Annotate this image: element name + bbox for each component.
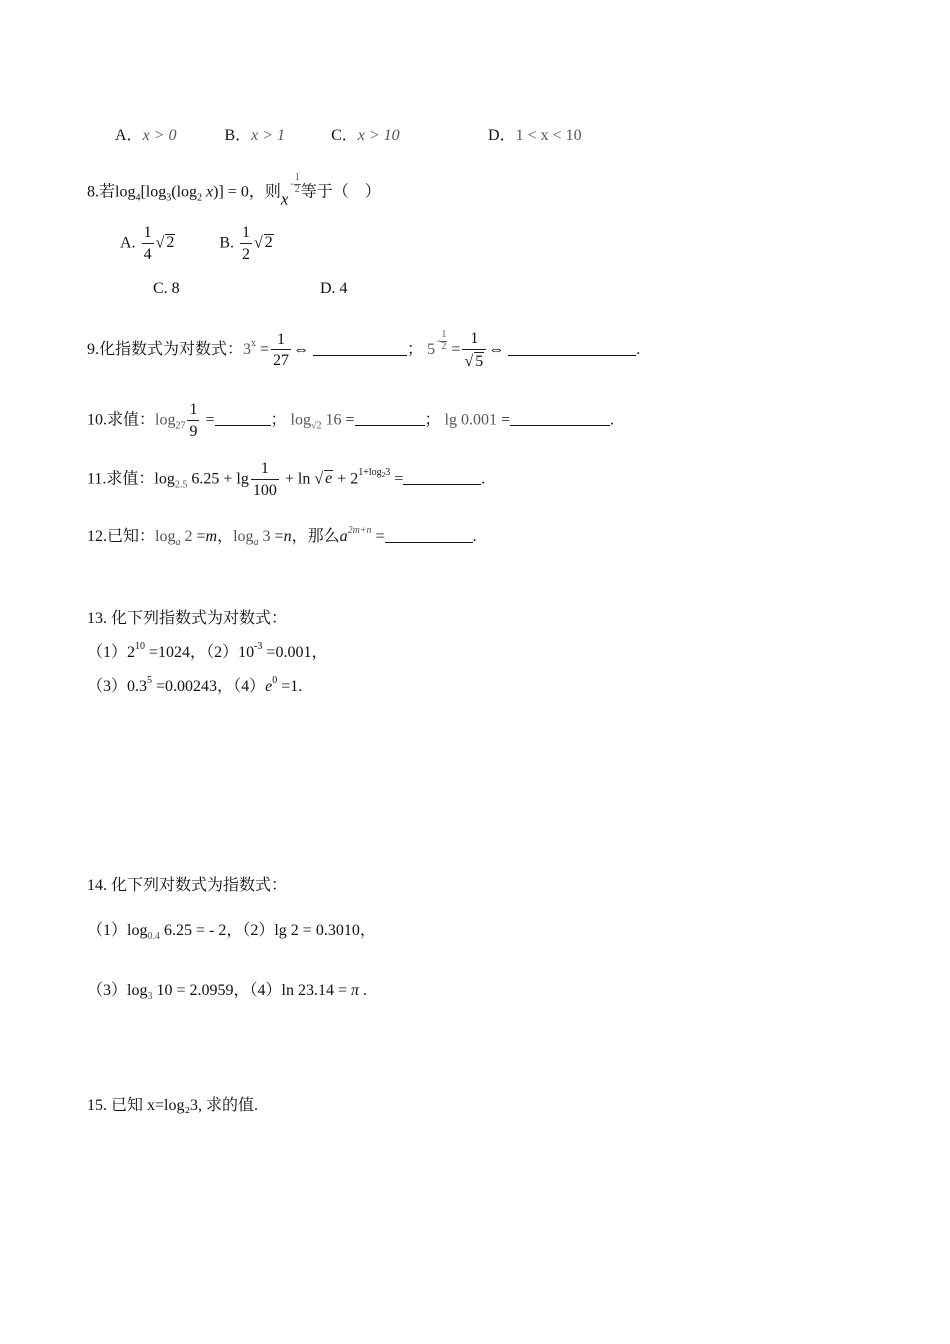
q11-blank[interactable] bbox=[403, 483, 481, 485]
q7-d: 1 < x < 10 bbox=[515, 127, 582, 144]
q10-number: 10.求值： bbox=[87, 411, 156, 429]
q13-line-1: $(1)2^{10} =1024$，$(2)10^{-3} =0.001$， bbox=[87, 641, 328, 661]
q11-number: 11.求值： bbox=[87, 470, 155, 488]
q13-line-2: $(3)0.3^5 =0.00243$，$(4)e^0 =1$. bbox=[87, 675, 303, 695]
q10-blank-2[interactable] bbox=[355, 424, 425, 426]
q14-title: 14. 化下列对数式为指数式： bbox=[87, 877, 288, 894]
q11-question: 11.求值：$\log_{2.5} 6.25 + \lg$ $\frac{1}{100}$ + ln √ $e + 2^{1+log_23}$ = . bbox=[87, 460, 486, 499]
q14-line-1: $(1)\log_{0.4}$ 6.25 = - 2，（2）lg 2 = 0.3010， bbox=[87, 922, 376, 942]
q8-tail: 等于（ ） bbox=[300, 183, 381, 201]
q7-c-label: C． bbox=[331, 127, 358, 144]
q9-blank-2[interactable] bbox=[508, 354, 636, 356]
q7-a-label: A． bbox=[115, 127, 143, 144]
q9-number: 9.化指数式为对数式： bbox=[87, 340, 244, 358]
q12-question: 12.已知：$\log_a 2 =m$，$\log_a 3 =n$，那么$a^{2m+n}$ = . bbox=[87, 525, 477, 548]
q7-d-label: D． bbox=[488, 127, 516, 144]
q14-line-2: $(3)\log_3$ 10 = 2.0959，（4）ln 23.14 = π . bbox=[87, 982, 368, 1002]
q8-question: 8.若$\log_4[\log_3(\log_2$ x)] = 0，则x- $\frac{1}{2}$ 等于（ ） bbox=[87, 172, 381, 209]
q13-title: 13. 化下列指数式为对数式： bbox=[87, 610, 288, 627]
q7-option-d bbox=[488, 128, 582, 144]
q12-number: 12.已知： bbox=[87, 528, 156, 545]
q8-b-label: B. bbox=[219, 234, 235, 252]
q10-question: 10.求值：$\log_{27}$ $\frac{1}{9}$ = ； $\log_{√2} 16$ = ； lg 0.001 = . bbox=[87, 401, 614, 440]
q10-blank-3[interactable] bbox=[510, 424, 610, 426]
q12-blank[interactable] bbox=[385, 541, 473, 543]
q7-a: x > 0 bbox=[142, 127, 177, 144]
q9-question: 9.化指数式为对数式：$3^x$ = $\frac{1}{27}$ ⇔ ； 5 - $\frac{1}{2}$ = $\frac{1}{√ 5}$ ⇔ . bbox=[87, 329, 641, 370]
q8-option-d: D. 4 bbox=[320, 280, 348, 297]
q9-blank-1[interactable] bbox=[313, 354, 407, 356]
q8-number: 8.若 bbox=[87, 183, 116, 201]
q7-c: x > 10 bbox=[357, 127, 400, 144]
q10-blank-1[interactable] bbox=[215, 424, 271, 426]
q7-b-label: B． bbox=[224, 127, 252, 144]
q15-question: 15. 已知 x=log₂3, 求的值. bbox=[87, 1097, 259, 1114]
q8-option-c: C. 8 bbox=[153, 280, 180, 297]
q8-a-label: A. bbox=[120, 234, 136, 252]
q7-options bbox=[115, 128, 400, 144]
q7-b: x > 1 bbox=[251, 127, 286, 144]
q8-options-ab: A. $\frac{1}{4}$ √ 2 B. $\frac{1}{2}$ √ 2 bbox=[120, 224, 273, 263]
